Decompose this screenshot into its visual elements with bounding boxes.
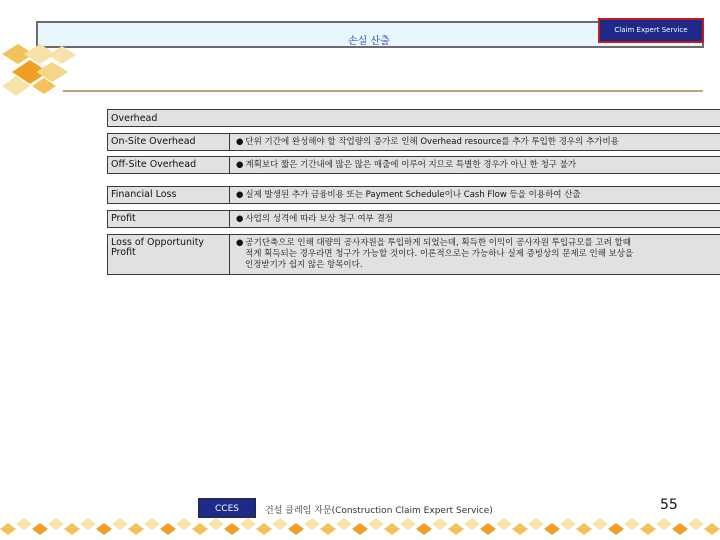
bullet-icon: ● [236,190,244,200]
section-header-cell: Overhead [107,109,720,127]
diamond-shape [64,523,80,535]
diamond-shape [304,518,320,530]
diamond-shape [320,523,336,535]
diamond-shape [336,518,352,530]
diamond-shape [256,523,272,535]
row-description: ● 실제 발생된 추가 금융비용 또는 Payment Schedule이나 Cash Flow 등을 이용하여 산출 [230,186,720,204]
diamond-shape [480,523,496,535]
diamond-shape [368,518,384,530]
diamond-shape [608,523,624,535]
claim-expert-badge: Claim Expert Service [598,18,704,43]
diamond-shape [112,518,128,530]
diamond-shape [528,518,544,530]
diamond-shape [656,518,672,530]
footer-caption: 건설 클레임 자문(Construction Claim Expert Service) [265,506,493,516]
bullet-icon: ● [236,214,244,224]
diamond-shape [16,518,32,530]
diamond-shape [160,523,176,535]
bullet-icon: ● [236,137,244,147]
row-description: ● 계획보다 짧은 기간내에 많은 많은 매출에 이루어 지므로 특별한 경우가 아닌 한 청구 불가 [230,156,720,174]
diamond-shape [432,518,448,530]
diamond-shape [0,523,16,535]
row-label: On-Site Overhead [107,133,230,151]
diamond-shape [288,523,304,535]
diamond-shape [384,523,400,535]
diamond-shape [192,523,208,535]
diamond-shape [176,518,192,530]
diamond-shape [224,523,240,535]
diamond-shape [240,518,256,530]
diamond-shape [448,523,464,535]
diamond-shape [672,523,688,535]
diamond-shape [400,518,416,530]
row-description: ● 공기단축으로 인해 대량의 공사자원을 투입하게 되었는데, 획득한 이익이 공사자원 투입규모를 고려 할때 적게 획득되는 경우라면 청구가 가능할 것이다. 이론적으로는 가능하나 실제 증빙상의 문제로 인해 보상을 인정받기가 쉽지 않은 항목이다. [230,234,720,275]
row-description: ● 단위 기간에 완성해야 할 작업량의 증가로 인해 Overhead resource를 추가 투입한 경우의 추가비용 [230,133,720,151]
diamond-shape [32,523,48,535]
page-title: 손실 산출 [348,36,390,47]
diamond-shape [704,523,720,535]
diamond-shape [640,523,656,535]
diamond-shape [352,523,368,535]
cces-badge: CCES [198,498,256,518]
page-number: 55 [660,497,678,513]
row-label: Financial Loss [107,186,230,204]
diamond-shape [144,518,160,530]
bullet-icon: ● [236,160,244,170]
diamond-shape [80,518,96,530]
row-description: ● 사업의 성격에 따라 보상 청구 여부 결정 [230,210,720,228]
bottom-diamond-border [0,515,720,540]
diamond-shape [496,518,512,530]
divider-line [63,90,703,92]
diamond-shape [592,518,608,530]
diamond-shape [624,518,640,530]
diamond-shape [544,523,560,535]
diamond-shape [688,518,704,530]
diamond-shape [560,518,576,530]
bullet-icon: ● [236,238,244,248]
diamond-shape [272,518,288,530]
diamond-shape [128,523,144,535]
diamond-shape [464,518,480,530]
row-label: Profit [107,210,230,228]
row-label: Loss of Opportunity Profit [107,234,230,275]
diamond-shape [96,523,112,535]
row-label: Off-Site Overhead [107,156,230,174]
diamond-shape [48,518,64,530]
diamond-shape [208,518,224,530]
diamond-shape [416,523,432,535]
diamond-shape [576,523,592,535]
diamond-shape [512,523,528,535]
